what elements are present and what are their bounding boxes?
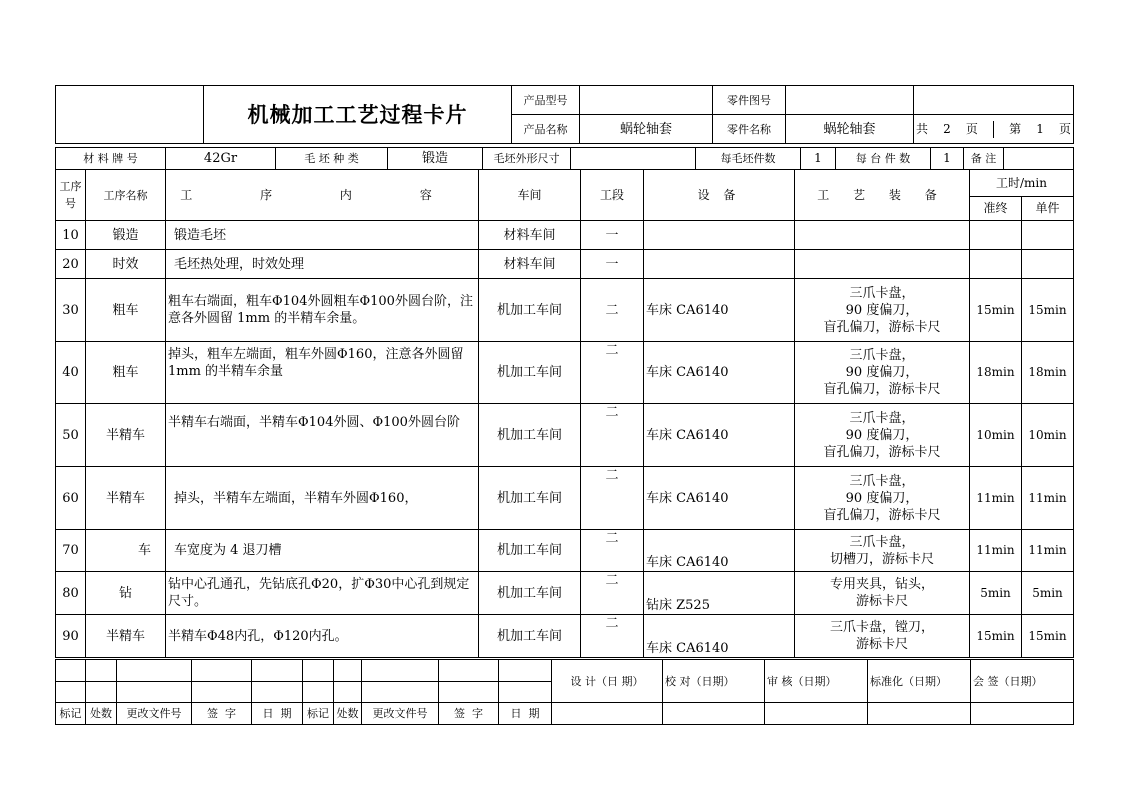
material-row <box>55 147 1074 170</box>
signature-block <box>55 659 1074 725</box>
row-tooling <box>795 250 970 279</box>
part-name-label: 零件名称 <box>713 115 786 144</box>
row-workshop: 材料车间 <box>479 250 581 279</box>
per-unit-value[interactable]: 1 <box>931 148 964 170</box>
row-section: 二 <box>581 279 644 342</box>
table-row <box>56 467 1074 530</box>
product-name-label: 产品名称 <box>512 115 580 144</box>
row-seq: 60 <box>56 467 86 530</box>
per-blank-value[interactable]: 1 <box>801 148 836 170</box>
row-content: 毛坯热处理，时效处理 <box>166 250 479 279</box>
product-name-value[interactable]: 蜗轮轴套 <box>580 115 713 144</box>
table-row <box>56 404 1074 467</box>
row-equipment <box>644 250 795 279</box>
col-equipment-header: 设 备 <box>644 170 795 221</box>
row-content: 粗车右端面，粗车Φ104外圆粗车Φ100外圆台阶，注意各外圆留 1mm 的半精车余量。 <box>166 279 479 342</box>
row-name: 半精车 <box>86 404 166 467</box>
check-sign-cell[interactable] <box>663 703 765 725</box>
row-name: 车 <box>86 530 166 572</box>
row-seq: 10 <box>56 221 86 250</box>
row-prep: 5min <box>970 572 1022 615</box>
row-section: 二 <box>581 404 644 467</box>
total-label: 共 <box>916 121 929 136</box>
row-unit: 11min <box>1022 467 1074 530</box>
sign-label: 签 字 <box>192 703 252 725</box>
row-unit: 5min <box>1022 572 1074 615</box>
col-content-header: 工 序 内 容 <box>166 170 479 221</box>
page-unit2: 页 <box>1058 121 1071 136</box>
page-no: 1 <box>1036 121 1044 136</box>
review-date-label: 审 核（日期） <box>765 660 868 703</box>
change-doc-label-2: 更改文件号 <box>362 703 439 725</box>
row-seq: 70 <box>56 530 86 572</box>
row-content: 掉头，粗车左端面，粗车外圆Φ160，注意各外圆留 1mm 的半精车余量 <box>166 342 479 404</box>
row-equipment: 车床 CA6140 <box>644 615 795 658</box>
row-section: 二 <box>581 467 644 530</box>
row-section: 一 <box>581 250 644 279</box>
row-workshop: 机加工车间 <box>479 530 581 572</box>
standard-date-label: 标准化（日期） <box>868 660 971 703</box>
row-equipment: 车床 CA6140 <box>644 279 795 342</box>
check-date-label: 校 对（日期） <box>663 660 765 703</box>
row-equipment: 钻床 Z525 <box>644 572 795 615</box>
col-name-header: 工序名称 <box>86 170 166 221</box>
remark-label: 备 注 <box>964 148 1004 170</box>
row-content: 半精车右端面，半精车Φ104外圆、Φ100外圆台阶 <box>166 404 479 467</box>
row-tooling: 专用夹具，钻头， 游标卡尺 <box>795 572 970 615</box>
row-tooling: 三爪卡盘， 90 度偏刀， 盲孔偏刀，游标卡尺 <box>795 404 970 467</box>
design-date-label: 设 计（日 期） <box>552 660 663 703</box>
row-name: 锻造 <box>86 221 166 250</box>
row-name: 粗车 <box>86 342 166 404</box>
row-seq: 50 <box>56 404 86 467</box>
row-equipment: 车床 CA6140 <box>644 342 795 404</box>
row-unit <box>1022 250 1074 279</box>
row-name: 时效 <box>86 250 166 279</box>
blank-type-label: 毛 坯 种 类 <box>276 148 388 170</box>
row-workshop: 机加工车间 <box>479 404 581 467</box>
countersign-date-label: 会 签（日期） <box>971 660 1074 703</box>
row-equipment <box>644 221 795 250</box>
row-prep: 11min <box>970 530 1022 572</box>
row-seq: 40 <box>56 342 86 404</box>
table-row <box>56 530 1074 572</box>
page-label: 第 <box>1009 121 1022 136</box>
product-model-label: 产品型号 <box>512 86 580 115</box>
row-tooling: 三爪卡盘， 切槽刀，游标卡尺 <box>795 530 970 572</box>
col-prep-header: 准终 <box>970 197 1022 221</box>
row-equipment: 车床 CA6140 <box>644 530 795 572</box>
row-workshop: 机加工车间 <box>479 342 581 404</box>
row-prep <box>970 221 1022 250</box>
row-content: 车宽度为 4 退刀槽 <box>166 530 479 572</box>
row-workshop: 材料车间 <box>479 221 581 250</box>
row-section: 二 <box>581 530 644 572</box>
row-name: 粗车 <box>86 279 166 342</box>
blank-type-value[interactable]: 锻造 <box>388 148 483 170</box>
row-tooling: 三爪卡盘， 90 度偏刀， 盲孔偏刀，游标卡尺 <box>795 342 970 404</box>
col-seq-header: 工序号 <box>56 170 86 221</box>
blank-size-label: 毛坯外形尺寸 <box>483 148 571 170</box>
row-equipment: 车床 CA6140 <box>644 404 795 467</box>
row-unit <box>1022 221 1074 250</box>
row-tooling <box>795 221 970 250</box>
row-content: 锻造毛坯 <box>166 221 479 250</box>
row-tooling: 三爪卡盘， 90 度偏刀， 盲孔偏刀，游标卡尺 <box>795 467 970 530</box>
col-time-header: 工时/min <box>970 170 1074 197</box>
design-sign-cell[interactable] <box>552 703 663 725</box>
row-name: 半精车 <box>86 467 166 530</box>
sign-label-2: 签 字 <box>439 703 499 725</box>
date-label: 日 期 <box>252 703 303 725</box>
page-divider <box>993 121 994 138</box>
table-row <box>56 342 1074 404</box>
row-seq: 20 <box>56 250 86 279</box>
row-prep <box>970 250 1022 279</box>
row-prep: 15min <box>970 279 1022 342</box>
per-unit-label: 每 台 件 数 <box>836 148 931 170</box>
count-label: 处数 <box>86 703 117 725</box>
row-name: 半精车 <box>86 615 166 658</box>
row-prep: 10min <box>970 404 1022 467</box>
review-sign-cell[interactable] <box>765 703 868 725</box>
row-seq: 30 <box>56 279 86 342</box>
table-row <box>56 250 1074 279</box>
row-workshop: 机加工车间 <box>479 467 581 530</box>
row-content: 半精车Φ48内孔，Φ120内孔。 <box>166 615 479 658</box>
row-section: 二 <box>581 572 644 615</box>
process-table-wrap <box>55 169 1074 658</box>
row-prep: 11min <box>970 467 1022 530</box>
remark-value[interactable] <box>1004 148 1074 170</box>
product-model-value[interactable] <box>580 86 713 115</box>
table-row <box>56 615 1074 658</box>
row-workshop: 机加工车间 <box>479 572 581 615</box>
row-workshop: 机加工车间 <box>479 615 581 658</box>
row-content: 钻中心孔通孔，先钻底孔Φ20，扩Φ30中心孔到规定尺寸。 <box>166 572 479 615</box>
row-equipment: 车床 CA6140 <box>644 467 795 530</box>
row-unit: 18min <box>1022 342 1074 404</box>
standard-sign-cell[interactable] <box>868 703 971 725</box>
row-seq: 80 <box>56 572 86 615</box>
row-unit: 15min <box>1022 279 1074 342</box>
material-grade-label: 材 料 牌 号 <box>56 148 166 170</box>
part-drawing-value[interactable] <box>786 86 914 115</box>
total-pages: 2 <box>943 121 951 136</box>
page-count <box>914 115 1074 144</box>
process-table <box>55 169 1074 658</box>
card-title: 机械加工工艺过程卡片 <box>204 86 512 144</box>
blank-size-value[interactable] <box>571 148 696 170</box>
change-doc-label: 更改文件号 <box>117 703 192 725</box>
row-unit: 15min <box>1022 615 1074 658</box>
row-tooling: 三爪卡盘，镗刀， 游标卡尺 <box>795 615 970 658</box>
col-tooling-header: 工 艺 装 备 <box>795 170 970 221</box>
row-section: 二 <box>581 342 644 404</box>
col-unit-header: 单件 <box>1022 197 1074 221</box>
date-label-2: 日 期 <box>499 703 552 725</box>
table-row <box>56 279 1074 342</box>
row-unit: 11min <box>1022 530 1074 572</box>
row-content: 掉头，半精车左端面，半精车外圆Φ160， <box>166 467 479 530</box>
col-section-header: 工段 <box>581 170 644 221</box>
row-workshop: 机加工车间 <box>479 279 581 342</box>
count-label-2: 处数 <box>334 703 362 725</box>
row-section: 二 <box>581 615 644 658</box>
row-name: 钻 <box>86 572 166 615</box>
card-header <box>55 85 1074 144</box>
material-grade-value[interactable]: 42Gr <box>166 148 276 170</box>
part-name-value[interactable]: 蜗轮轴套 <box>786 115 914 144</box>
mark-label-2: 标记 <box>303 703 334 725</box>
table-row <box>56 221 1074 250</box>
col-workshop-header: 车间 <box>479 170 581 221</box>
part-drawing-label: 零件图号 <box>713 86 786 115</box>
row-prep: 18min <box>970 342 1022 404</box>
row-prep: 15min <box>970 615 1022 658</box>
row-unit: 10min <box>1022 404 1074 467</box>
logo-cell <box>56 86 204 144</box>
page-unit: 页 <box>965 121 978 136</box>
mark-label: 标记 <box>56 703 86 725</box>
table-row <box>56 572 1074 615</box>
row-section: 一 <box>581 221 644 250</box>
row-tooling: 三爪卡盘， 90 度偏刀， 盲孔偏刀，游标卡尺 <box>795 279 970 342</box>
countersign-sign-cell[interactable] <box>971 703 1074 725</box>
row-seq: 90 <box>56 615 86 658</box>
per-blank-label: 每毛坯件数 <box>696 148 801 170</box>
header-blank <box>914 86 1074 115</box>
